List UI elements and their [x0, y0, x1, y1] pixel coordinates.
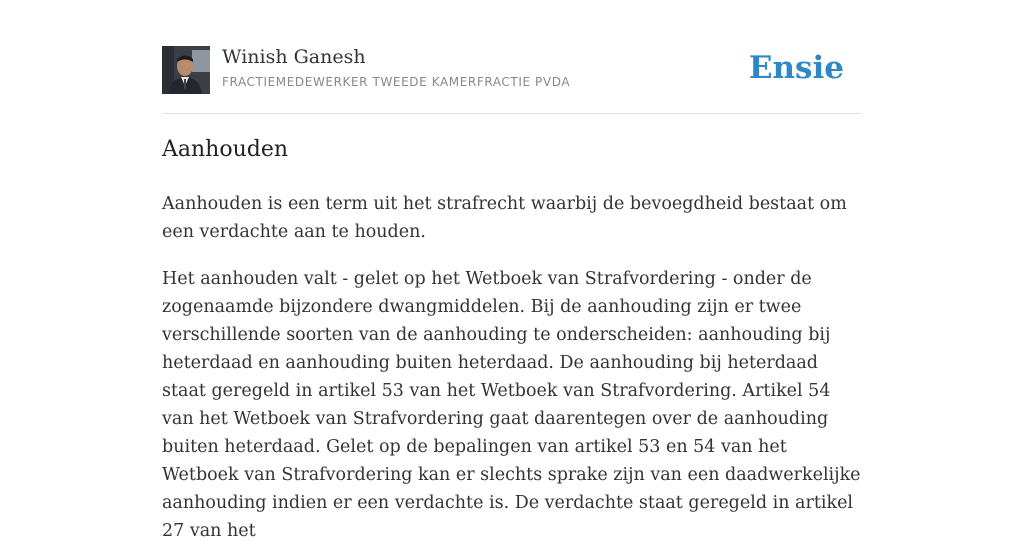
- author-avatar[interactable]: [162, 46, 210, 94]
- avatar-photo: [162, 46, 210, 94]
- article-header: [162, 46, 862, 96]
- ensie-logo[interactable]: Ensie: [748, 50, 844, 86]
- header-divider: [162, 113, 862, 114]
- article-title: Aanhouden: [162, 137, 289, 162]
- author-role: FRACTIEMEDEWERKER TWEEDE KAMERFRACTIE PVDA: [222, 75, 571, 89]
- author-name[interactable]: Winish Ganesh: [222, 46, 366, 68]
- article-paragraph-2: Het aanhouden valt - gelet op het Wetboek van Strafvordering - onder de zogenaamde bijzondere dwangmiddelen. Bij de aanhouding zijn er twee verschillende soorten van de aanhouding te onderscheiden: aanhouding bij heterdaad en aanhouding buiten heterdaad. De aanhouding bij heterdaad staat geregeld in artikel 53 van het Wetboek van Strafvordering. Artikel 54 van het Wetboek van Strafvordering gaat daarentegen over de aanhouding buiten heterdaad. Gelet op de bepalingen van artikel 53 en 54 van het Wetboek van Strafvordering kan er slechts sprake zijn van een daadwerkelijke aanhouding indien er een verdachte is. De verdachte staat geregeld in artikel 27 van het: [162, 269, 861, 541]
- article-paragraph-1: Aanhouden is een term uit het strafrecht waarbij de bevoegdheid bestaat om een verdachte aan te houden.: [162, 194, 847, 242]
